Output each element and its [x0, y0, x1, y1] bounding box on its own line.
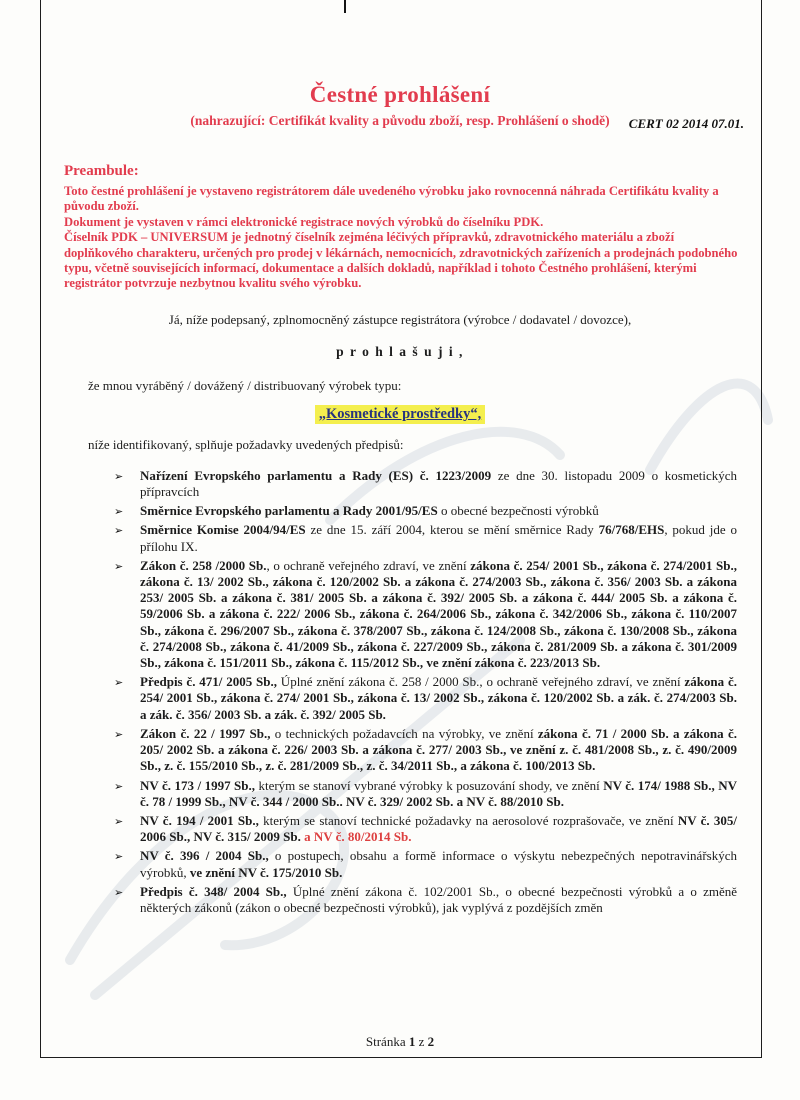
text-segment: Předpis č. 348/ 2004 Sb.,	[140, 883, 287, 899]
text-segment: zákona č. 71 / 2000 Sb. a zákona č. 205/ 2002 Sb. a zákona č. 226/ 2003 Sb. a zákona č. 277/ 2003 Sb., ve znění z. č. 481/2008 Sb., z. č. 490/2009 Sb., z. č. 155/2010 Sb., z. č. 281/2009 Sb., z. č. 34/2011 Sb., a zákona č. 100/2013 Sb.	[140, 725, 737, 774]
regulation-item	[114, 522, 737, 554]
preambule-paragraphs	[64, 184, 744, 292]
text-segment: Směrnice Komise 2004/94/ES	[140, 522, 306, 538]
text-segment: zákona č. 254/ 2001 Sb., zákona č. 274/ 2001 Sb., zákona č. 13/ 2002 Sb., zákona č. 120/2002 Sb. a zák. č. 274/2003 Sb. a zák. č. 356/ 2003 Sb. a zák. č. 392/ 2005 Sb.	[140, 674, 737, 722]
text-segment: ze dne 30. listopadu 2009 o kosmetických přípravcích	[140, 467, 737, 500]
regulation-text	[140, 848, 737, 879]
text-segment: Zákon č. 258 /2000 Sb.	[140, 557, 267, 573]
regulation-item	[114, 726, 737, 775]
page-footer	[0, 1034, 800, 1050]
text-segment: Úplné znění zákona č. 258 / 2000 Sb., o ochraně veřejného zdraví, ve znění	[276, 674, 685, 690]
arrow-bullet-icon: ➢	[114, 814, 124, 828]
arrow-bullet-icon: ➢	[114, 559, 124, 573]
text-segment: NV č. 305/ 2006 Sb., NV č. 315/ 2009 Sb.	[140, 812, 738, 845]
text-segment: Úplné znění zákona č. 102/2001 Sb., o obecné bezpečnosti výrobků a o změně některých zákonů (zákon o obecné bezpečnosti výrobků), jak vyplývá z pozdějších změn	[140, 883, 737, 915]
text-segment: 76/768/EHS	[598, 522, 665, 538]
text-segment: kterým se stanoví vybrané výrobky k posuzování shody, ve znění	[255, 777, 604, 793]
text-segment: z	[415, 1034, 428, 1049]
text-segment: ze dne 15. září 2004, kterou se mění směrnice Rady	[305, 522, 599, 538]
preambule-heading: Preambule:	[64, 163, 139, 179]
text-segment: a NV č. 80/2014 Sb.	[300, 829, 412, 845]
arrow-bullet-icon: ➢	[114, 850, 124, 864]
regulation-text	[140, 884, 737, 915]
text-segment: 2	[427, 1034, 435, 1049]
regulation-text	[140, 558, 737, 670]
compliance-line: níže identifikovaný, splňuje požadavky uvedených předpisů:	[88, 436, 404, 452]
text-segment: Směrnice Evropského parlamentu a Rady 2001/95/ES	[140, 503, 438, 519]
product-line: že mnou vyráběný / dovážený / distribuovaný výrobek typu:	[88, 377, 402, 393]
regulation-text	[140, 813, 737, 844]
regulation-item	[114, 674, 737, 723]
preambule-paragraph: Toto čestné prohlášení je vystaveno registrátorem dále uvedeného výrobku jako rovnocenná náhrada Certifikátu kvality a původu zboží.	[64, 184, 719, 214]
text-segment: NV č. 174/ 1988 Sb., NV č. 78 / 1999 Sb., NV č. 344 / 2000 Sb.. NV č. 329/ 2002 Sb. a NV č. 88/2010 Sb.	[140, 777, 737, 809]
text-segment: o technických požadavcích na výrobky, ve znění	[270, 725, 538, 741]
arrow-bullet-icon: ➢	[114, 505, 124, 519]
declaration-word: p r o h l a š u j i ,	[336, 343, 464, 359]
preambule-paragraph: Číselník PDK – UNIVERSUM je jednotný číselník zejména léčivých přípravků, zdravotnického materiálu a zboží doplňkového charakteru, určených pro prodej v lékárnách, nemocnicích, zdravotnických zařízeních a prodejnách podobného typu, včetně souvisejících informací, dokumentace a dalších dokladů, například i tohoto Čestného prohlášení, kterými registrátor potvrzuje nezbytnou kvalitu svého výrobku.	[64, 230, 738, 291]
text-segment: o obecné bezpečnosti výrobků	[437, 503, 599, 519]
product-type-row	[0, 405, 800, 424]
text-segment: , pokud jde o přílohu IX.	[140, 522, 737, 554]
intro-line: Já, níže podepsaný, zplnomocněný zástupce registrátora (výrobce / dodavatel / dovozce),	[168, 311, 632, 327]
text-segment: o postupech, obsahu a formě informace o výskytu nebezpečných nepotravinářských výrobků,	[140, 848, 737, 880]
document-subtitle: (nahrazující: Certifikát kvality a původu zboží, resp. Prohlášení o shodě)	[190, 113, 610, 128]
text-segment: NV č. 173 / 1997 Sb.,	[140, 777, 255, 793]
text-segment: , o ochraně veřejného zdraví, ve znění	[266, 557, 471, 573]
regulation-item	[114, 884, 737, 916]
arrow-bullet-icon: ➢	[114, 469, 124, 483]
text-segment: 1	[408, 1034, 416, 1049]
text-segment: Stránka	[365, 1034, 409, 1049]
regulation-text	[140, 674, 737, 721]
regulation-item	[114, 468, 737, 500]
text-segment: Nařízení Evropského parlamentu a Rady (ES) č. 1223/2009	[140, 467, 492, 483]
regulation-text	[140, 468, 737, 499]
regulation-item	[114, 778, 737, 810]
arrow-bullet-icon: ➢	[114, 676, 124, 690]
document-title: Čestné prohlášení	[309, 82, 491, 107]
regulation-item	[114, 848, 737, 880]
scan-mark	[344, 0, 346, 13]
preambule-paragraph: Dokument je vystaven v rámci elektronické registrace nových výrobků do číselníku PDK.	[64, 214, 544, 229]
text-segment: kterým se stanoví technické požadavky na aerosolové rozprašovače, ve znění	[258, 812, 678, 828]
text-segment: NV č. 194 / 2001 Sb.,	[140, 812, 259, 828]
preambule-section	[64, 163, 744, 292]
arrow-bullet-icon: ➢	[114, 779, 124, 793]
regulation-item	[114, 503, 737, 519]
arrow-bullet-icon: ➢	[114, 885, 124, 899]
regulation-item	[114, 558, 737, 671]
regulations-list	[114, 468, 737, 916]
text-segment: Předpis č. 471/ 2005 Sb.,	[140, 674, 277, 690]
regulation-text	[140, 726, 737, 773]
doc-code: CERT 02 2014 07.01.	[628, 116, 744, 131]
product-type-highlight: „Kosmetické prostředky“,	[315, 405, 485, 424]
text-segment: ve znění NV č. 175/2010 Sb.	[189, 864, 343, 880]
regulation-text	[140, 522, 737, 553]
text-segment: Zákon č. 22 / 1997 Sb.,	[140, 725, 271, 741]
text-segment: zákona č. 254/ 2001 Sb., zákona č. 274/2001 Sb., zákona č. 13/ 2002 Sb., zákona č. 120/2002 Sb. a zákona č. 274/2003 Sb., zákona č. 356/ 2003 Sb. a zákona 253/ 2005 Sb. a zákona č. 381/ 2005 Sb. a zákona č. 392/ 2005 Sb. a zákona č. 444/ 2005 Sb. a zákona č. 59/2006 Sb. a zákona č. 222/ 2006 Sb., zákona č. 264/2006 Sb., zákona č. 342/2006 Sb., zákona č. 110/2007 Sb., zákona č. 296/2007 Sb., zákona č. 378/2007 Sb., zákona č. 124/2008 Sb., zákona č. 130/2008 Sb., zákona č. 274/2008 Sb., zákona č. 41/2009 Sb., zákona č. 227/2009 Sb., zákona č. 281/2009 Sb. a zákona č. 301/2009 Sb., zákona č. 151/2011 Sb., zákona č. 115/2012 Sb., ve znění zákona č. 223/2013 Sb.	[140, 557, 737, 671]
arrow-bullet-icon: ➢	[114, 727, 124, 741]
regulation-item	[114, 813, 737, 845]
arrow-bullet-icon: ➢	[114, 524, 124, 538]
text-segment: NV č. 396 / 2004 Sb.,	[140, 848, 269, 864]
regulation-text	[140, 778, 737, 809]
regulation-text	[140, 503, 599, 518]
